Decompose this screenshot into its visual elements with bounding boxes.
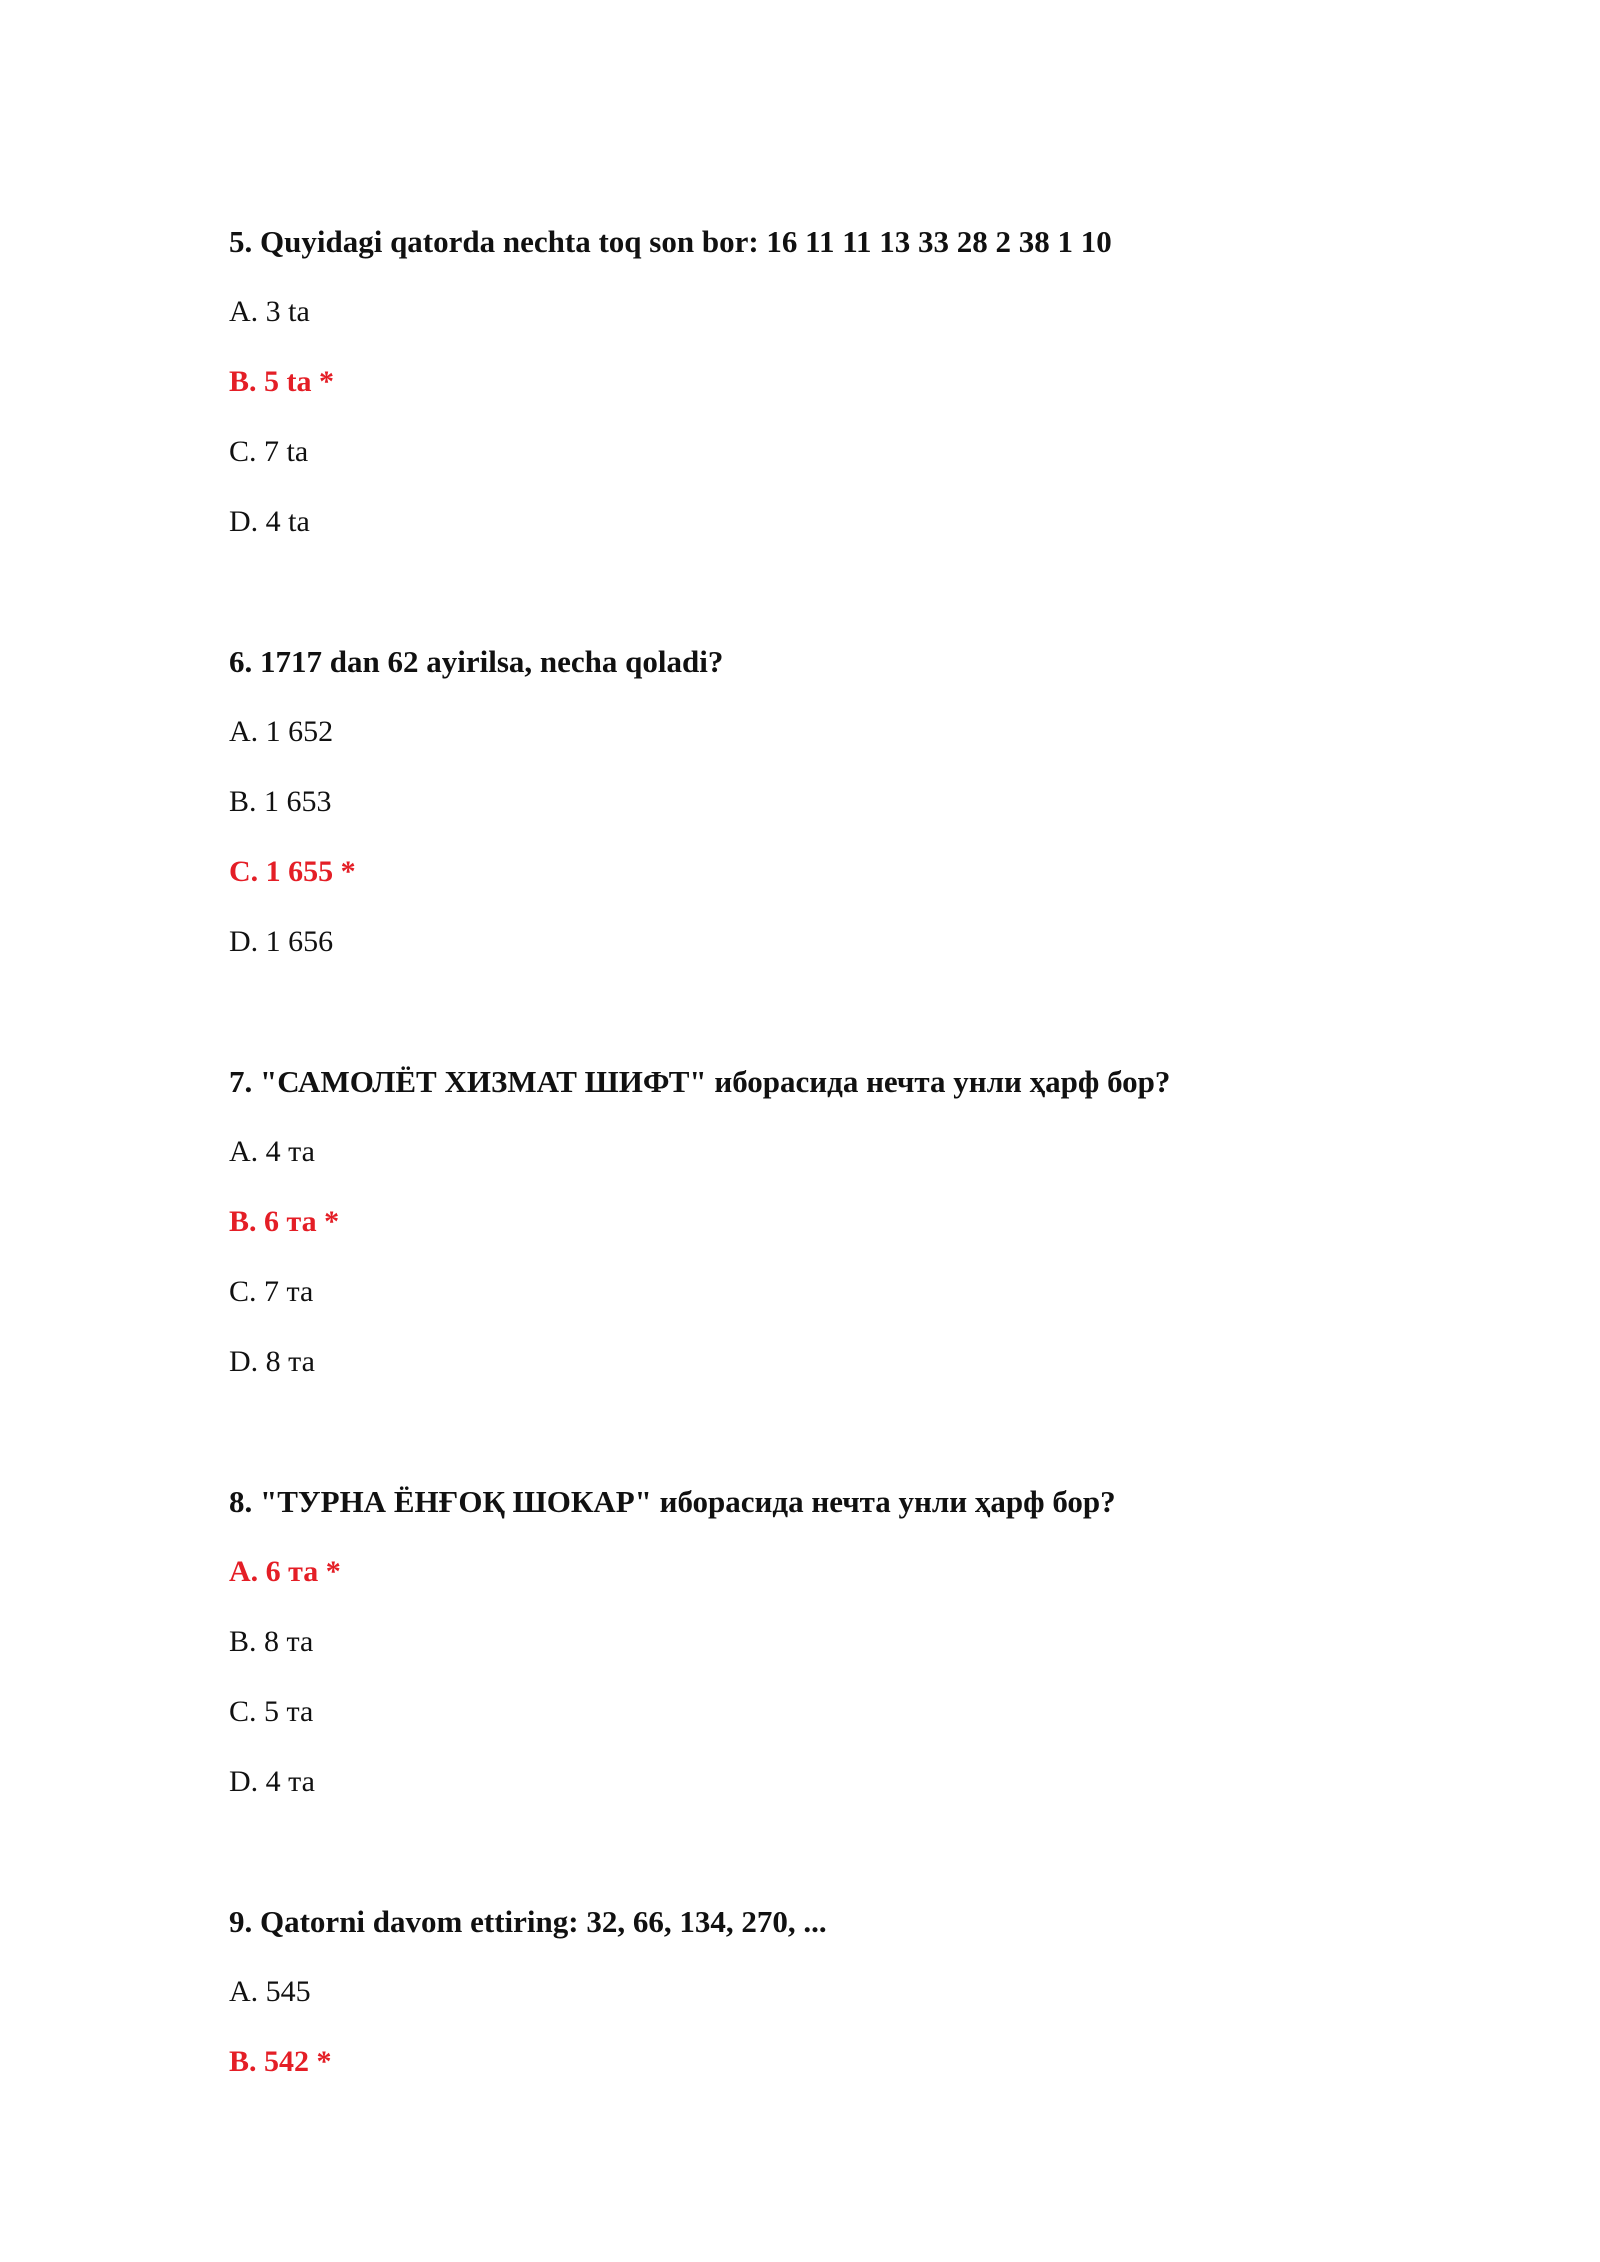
answer-option-c: C. 5 та	[229, 1695, 314, 1728]
answer-option-a-correct: A. 6 та *	[229, 1555, 341, 1588]
question-6	[229, 642, 1489, 992]
question-9	[229, 1902, 1489, 2112]
answer-option-a: A. 545	[229, 1975, 311, 2008]
answer-option-d: D. 8 та	[229, 1345, 315, 1378]
answer-option-d: D. 4 та	[229, 1765, 315, 1798]
answer-option-b: B. 1 653	[229, 785, 332, 818]
answer-option-a: A. 1 652	[229, 715, 334, 748]
question-text: 7. "САМОЛЁТ ХИЗМАТ ШИФТ" иборасида нечта унли ҳарф бор?	[229, 1064, 1171, 1099]
answer-option-d: D. 4 ta	[229, 505, 310, 538]
answer-option-b-correct: B. 542 *	[229, 2045, 332, 2078]
question-text: 5. Quyidagi qatorda nechta toq son bor: 16 11 11 13 33 28 2 38 1 10	[229, 224, 1112, 259]
question-text: 8. "ТУРНА ЁНҒОҚ ШОКАР" иборасида нечта унли ҳарф бор?	[229, 1484, 1116, 1519]
answer-option-d: D. 1 656	[229, 925, 334, 958]
question-7	[229, 1062, 1489, 1412]
answer-option-a: A. 4 та	[229, 1135, 315, 1168]
question-text: 9. Qatorni davom ettiring: 32, 66, 134, 270, ...	[229, 1904, 827, 1939]
answer-option-a: A. 3 ta	[229, 295, 310, 328]
answer-option-c-correct: C. 1 655 *	[229, 855, 356, 888]
question-5	[229, 222, 1489, 572]
answer-option-b-correct: B. 5 ta *	[229, 365, 334, 398]
answer-option-b: B. 8 та	[229, 1625, 314, 1658]
question-8	[229, 1482, 1489, 1832]
answer-option-c: C. 7 ta	[229, 435, 309, 468]
question-text: 6. 1717 dan 62 ayirilsa, necha qoladi?	[229, 644, 724, 679]
answer-option-b-correct: B. 6 та *	[229, 1205, 340, 1238]
answer-option-c: C. 7 та	[229, 1275, 314, 1308]
